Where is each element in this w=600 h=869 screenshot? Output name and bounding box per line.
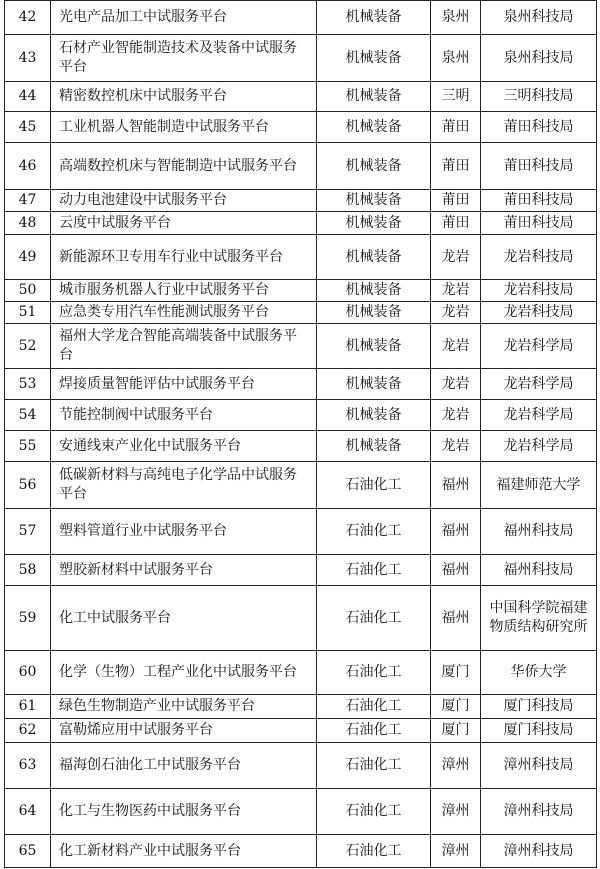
row-number-cell: 65	[5, 835, 51, 868]
table-row	[5, 324, 597, 369]
responsible-org-cell: 中国科学院福建物质结构研究所	[481, 586, 597, 651]
city-cell: 泉州	[431, 1, 481, 35]
row-number-cell: 51	[5, 302, 51, 324]
city-cell: 漳州	[431, 743, 481, 789]
industry-category-cell: 石油化工	[317, 719, 431, 743]
city-cell: 福州	[431, 555, 481, 586]
row-number-cell: 59	[5, 586, 51, 651]
responsible-org-cell: 华侨大学	[481, 651, 597, 695]
responsible-org-cell: 龙岩科技局	[481, 235, 597, 280]
table-row	[5, 789, 597, 835]
platform-name-cell: 石材产业智能制造技术及装备中试服务平台	[51, 35, 317, 82]
city-cell: 福州	[431, 586, 481, 651]
responsible-org-cell: 泉州科技局	[481, 35, 597, 82]
responsible-org-cell: 泉州科技局	[481, 1, 597, 35]
city-cell: 莆田	[431, 212, 481, 235]
row-number-cell: 56	[5, 462, 51, 509]
industry-category-cell: 石油化工	[317, 695, 431, 719]
industry-category-cell: 机械装备	[317, 190, 431, 212]
city-cell: 泉州	[431, 35, 481, 82]
table-row	[5, 509, 597, 555]
industry-category-cell: 机械装备	[317, 82, 431, 112]
table-row	[5, 190, 597, 212]
row-number-cell: 57	[5, 509, 51, 555]
responsible-org-cell: 龙岩科学局	[481, 400, 597, 431]
city-cell: 厦门	[431, 695, 481, 719]
city-cell: 龙岩	[431, 324, 481, 369]
row-number-cell: 64	[5, 789, 51, 835]
responsible-org-cell: 龙岩科学局	[481, 369, 597, 400]
industry-category-cell: 机械装备	[317, 35, 431, 82]
row-number-cell: 54	[5, 400, 51, 431]
city-cell: 漳州	[431, 835, 481, 868]
row-number-cell: 47	[5, 190, 51, 212]
city-cell: 龙岩	[431, 400, 481, 431]
responsible-org-cell: 莆田科技局	[481, 190, 597, 212]
industry-category-cell: 石油化工	[317, 586, 431, 651]
table-row	[5, 431, 597, 462]
table-row	[5, 835, 597, 868]
platform-name-cell: 福州大学龙合智能高端装备中试服务平台	[51, 324, 317, 369]
industry-category-cell: 机械装备	[317, 235, 431, 280]
responsible-org-cell: 三明科技局	[481, 82, 597, 112]
table-row	[5, 35, 597, 82]
platform-name-cell: 富勒烯应用中试服务平台	[51, 719, 317, 743]
table-row	[5, 302, 597, 324]
city-cell: 厦门	[431, 651, 481, 695]
row-number-cell: 60	[5, 651, 51, 695]
industry-category-cell: 石油化工	[317, 789, 431, 835]
responsible-org-cell: 莆田科技局	[481, 212, 597, 235]
responsible-org-cell: 福建师范大学	[481, 462, 597, 509]
row-number-cell: 63	[5, 743, 51, 789]
responsible-org-cell: 漳州科技局	[481, 743, 597, 789]
platform-name-cell: 化工新材料产业中试服务平台	[51, 835, 317, 868]
platform-name-cell: 化工与生物医药中试服务平台	[51, 789, 317, 835]
platform-name-cell: 新能源环卫专用车行业中试服务平台	[51, 235, 317, 280]
city-cell: 莆田	[431, 112, 481, 143]
platform-name-cell: 化工中试服务平台	[51, 586, 317, 651]
city-cell: 龙岩	[431, 280, 481, 302]
responsible-org-cell: 厦门科技局	[481, 719, 597, 743]
table-row	[5, 280, 597, 302]
table-row	[5, 1, 597, 35]
row-number-cell: 44	[5, 82, 51, 112]
industry-category-cell: 机械装备	[317, 302, 431, 324]
industry-category-cell: 石油化工	[317, 462, 431, 509]
industry-category-cell: 石油化工	[317, 509, 431, 555]
industry-category-cell: 机械装备	[317, 143, 431, 190]
platform-name-cell: 节能控制阀中试服务平台	[51, 400, 317, 431]
row-number-cell: 46	[5, 143, 51, 190]
city-cell: 三明	[431, 82, 481, 112]
table-row	[5, 743, 597, 789]
industry-category-cell: 石油化工	[317, 835, 431, 868]
platform-name-cell: 高端数控机床与智能制造中试服务平台	[51, 143, 317, 190]
platform-name-cell: 精密数控机床中试服务平台	[51, 82, 317, 112]
responsible-org-cell: 龙岩科技局	[481, 280, 597, 302]
industry-category-cell: 石油化工	[317, 651, 431, 695]
table-row	[5, 719, 597, 743]
row-number-cell: 58	[5, 555, 51, 586]
responsible-org-cell: 龙岩科学局	[481, 431, 597, 462]
platform-name-cell: 绿色生物制造产业中试服务平台	[51, 695, 317, 719]
row-number-cell: 55	[5, 431, 51, 462]
table-row	[5, 651, 597, 695]
city-cell: 龙岩	[431, 369, 481, 400]
platform-name-cell: 动力电池建设中试服务平台	[51, 190, 317, 212]
industry-category-cell: 石油化工	[317, 743, 431, 789]
row-number-cell: 50	[5, 280, 51, 302]
city-cell: 厦门	[431, 719, 481, 743]
platform-table	[4, 0, 597, 868]
responsible-org-cell: 龙岩科技局	[481, 302, 597, 324]
row-number-cell: 52	[5, 324, 51, 369]
row-number-cell: 49	[5, 235, 51, 280]
industry-category-cell: 机械装备	[317, 324, 431, 369]
responsible-org-cell: 福州科技局	[481, 555, 597, 586]
industry-category-cell: 石油化工	[317, 555, 431, 586]
row-number-cell: 53	[5, 369, 51, 400]
responsible-org-cell: 龙岩科学局	[481, 324, 597, 369]
table-row	[5, 586, 597, 651]
table-row	[5, 82, 597, 112]
table-row	[5, 143, 597, 190]
industry-category-cell: 机械装备	[317, 280, 431, 302]
responsible-org-cell: 福州科技局	[481, 509, 597, 555]
responsible-org-cell: 莆田科技局	[481, 112, 597, 143]
platform-name-cell: 云度中试服务平台	[51, 212, 317, 235]
row-number-cell: 48	[5, 212, 51, 235]
industry-category-cell: 机械装备	[317, 369, 431, 400]
city-cell: 龙岩	[431, 235, 481, 280]
industry-category-cell: 机械装备	[317, 400, 431, 431]
table-row	[5, 695, 597, 719]
industry-category-cell: 机械装备	[317, 1, 431, 35]
responsible-org-cell: 厦门科技局	[481, 695, 597, 719]
city-cell: 莆田	[431, 190, 481, 212]
platform-name-cell: 低碳新材料与高纯电子化学品中试服务平台	[51, 462, 317, 509]
platform-name-cell: 塑胶新材料中试服务平台	[51, 555, 317, 586]
table-row	[5, 462, 597, 509]
table-body	[5, 1, 597, 868]
platform-name-cell: 光电产品加工中试服务平台	[51, 1, 317, 35]
row-number-cell: 43	[5, 35, 51, 82]
platform-name-cell: 塑料管道行业中试服务平台	[51, 509, 317, 555]
platform-name-cell: 工业机器人智能制造中试服务平台	[51, 112, 317, 143]
table-row	[5, 369, 597, 400]
table-row	[5, 235, 597, 280]
row-number-cell: 42	[5, 1, 51, 35]
table-row	[5, 555, 597, 586]
industry-category-cell: 机械装备	[317, 431, 431, 462]
row-number-cell: 61	[5, 695, 51, 719]
table-row	[5, 400, 597, 431]
city-cell: 福州	[431, 462, 481, 509]
city-cell: 龙岩	[431, 431, 481, 462]
table-row	[5, 112, 597, 143]
platform-name-cell: 安通线束产业化中试服务平台	[51, 431, 317, 462]
industry-category-cell: 机械装备	[317, 212, 431, 235]
industry-category-cell: 机械装备	[317, 112, 431, 143]
platform-name-cell: 应急类专用汽车性能测试服务平台	[51, 302, 317, 324]
responsible-org-cell: 莆田科技局	[481, 143, 597, 190]
platform-name-cell: 焊接质量智能评估中试服务平台	[51, 369, 317, 400]
platform-name-cell: 化学（生物）工程产业化中试服务平台	[51, 651, 317, 695]
city-cell: 漳州	[431, 789, 481, 835]
row-number-cell: 45	[5, 112, 51, 143]
city-cell: 福州	[431, 509, 481, 555]
responsible-org-cell: 漳州科技局	[481, 835, 597, 868]
city-cell: 莆田	[431, 143, 481, 190]
platform-name-cell: 城市服务机器人行业中试服务平台	[51, 280, 317, 302]
table-row	[5, 212, 597, 235]
city-cell: 龙岩	[431, 302, 481, 324]
row-number-cell: 62	[5, 719, 51, 743]
platform-name-cell: 福海创石油化工中试服务平台	[51, 743, 317, 789]
responsible-org-cell: 漳州科技局	[481, 789, 597, 835]
